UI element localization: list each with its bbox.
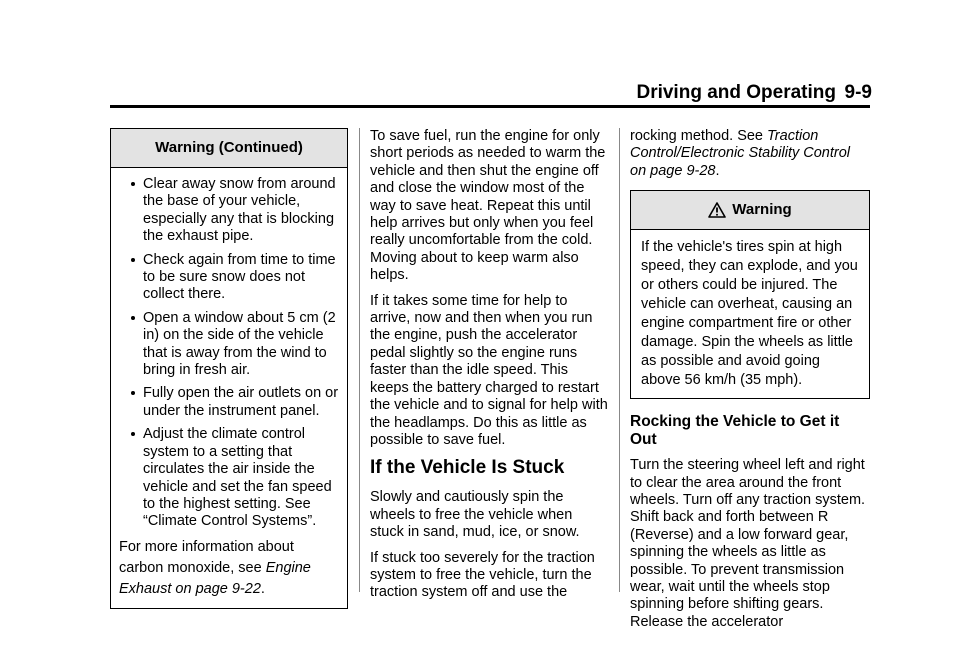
warning-title: Warning (Continued) [111,129,347,168]
paragraph: If it takes some time for help to arrive, now and then when you run the engine, push the accelerator pedal slightly so the engine runs faster than the idle speed. This keeps the battery charged to restart the vehicle and to signal for help with the headlamps. Do this as little as possible to save fuel. [370,292,608,448]
alert-triangle-icon [708,202,726,218]
intro-paragraph [630,128,870,180]
traction-control-reference[interactable]: Traction Control/Electronic Stability Control on page 9-28 [630,128,851,179]
bullet-item: Check again from time to time to be sure snow does not collect there. [119,252,339,304]
warning-title: Warning [732,201,792,219]
warning-body [111,168,347,608]
column-divider [619,128,620,592]
column-1 [110,128,348,609]
paragraph: To save fuel, run the engine for only short periods as needed to warm the vehicle and then shut the engine off and close the window most of the way to save heat. Repeat this until help arrives but only when you feel really uncomfortable from the cold. Moving about to keep warm also helps. [370,128,606,284]
page-number: 9-9 [844,82,872,103]
header-rule [110,105,870,108]
more-info-paragraph [119,537,339,600]
bullet-item: Clear away snow from around the base of your vehicle, especially any that is blocking the exhaust pipe. [119,176,339,246]
section-title: Driving and Operating [636,82,836,103]
warning-text: If the vehicle's tires spin at high speed, they can explode, and you or others could be injured. The vehicle can overheat, causing an engine compartment fire or other damage. Spin the wheels as little as possible and avoid going above 56 km/h (35 mph). [641,239,858,389]
section-heading: If the Vehicle Is Stuck [370,457,565,479]
warning-header [631,191,869,230]
subsection-heading: Rocking the Vehicle to Get it Out [630,413,840,449]
more-info-text: For more information about carbon monoxide, see [119,538,294,576]
warning-box [630,190,870,399]
intro-text: rocking method. See [630,128,768,144]
column-2 [370,128,610,610]
engine-exhaust-reference[interactable]: Engine Exhaust on page 9-22 [119,559,311,597]
warning-box-continued [110,128,348,609]
more-info-end: . [260,580,265,597]
bullet-item: Adjust the climate control system to a setting that circulates the air inside the vehicle and set the fan speed to the highest setting. See “Climate Control Systems”. [119,426,339,530]
column-3 [630,128,870,639]
paragraph: Turn the steering wheel left and right to clear the area around the front wheels. Turn off any traction system. Shift back and forth between R (Reverse) and a low forward gear, spinning the wheels as little as possible. To prevent transmission wear, wait until the wheels stop spinning before shifting gears. Release the accelerator [630,457,866,630]
bullet-item: Fully open the air outlets on or under the instrument panel. [119,385,339,420]
paragraph: Slowly and cautiously spin the wheels to free the vehicle when stuck in sand, mud, ice, or snow. [370,489,580,541]
paragraph: If stuck too severely for the traction system to free the vehicle, turn the traction system off and use the [370,549,595,601]
bullet-item: Open a window about 5 cm (2 in) on the side of the vehicle that is away from the wind to bring in fresh air. [119,310,339,380]
intro-end: . [715,162,720,179]
column-divider [359,128,360,592]
